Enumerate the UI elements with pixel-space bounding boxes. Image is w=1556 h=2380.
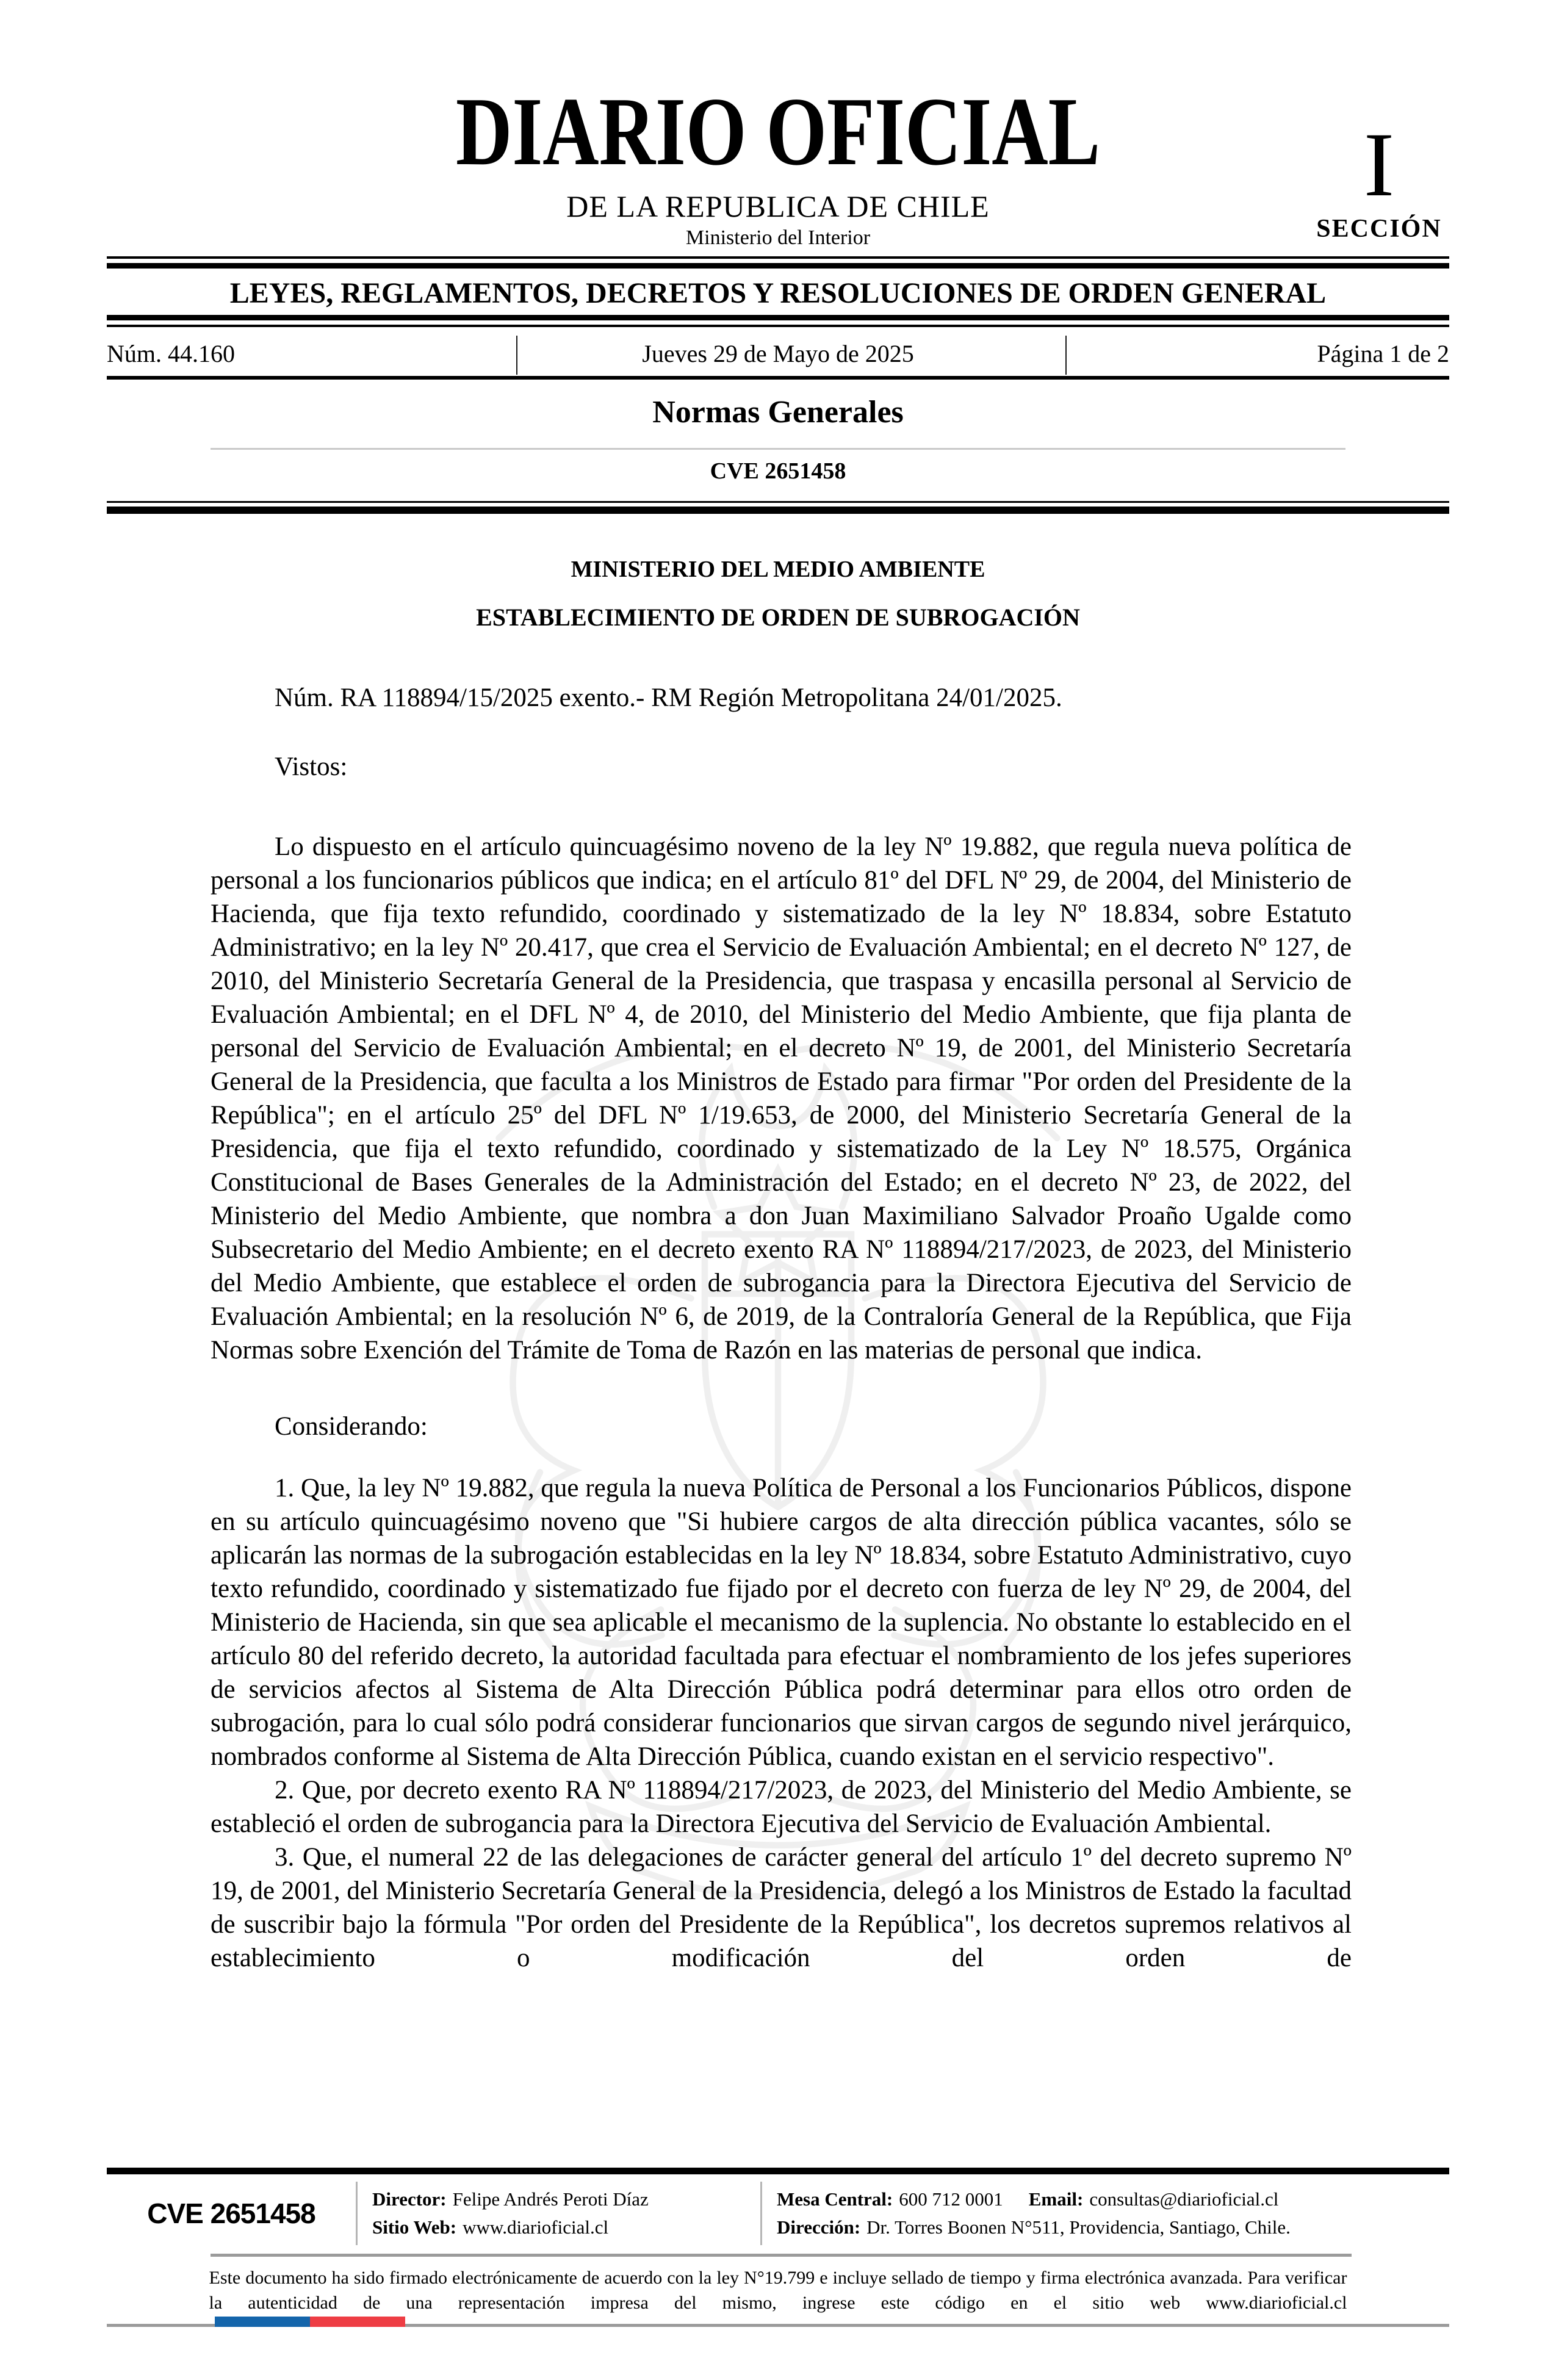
masthead-title: DIARIO OFICIAL (455, 77, 1101, 186)
director-value: Felipe Andrés Peroti Díaz (452, 2188, 649, 2210)
email-label: Email: (1028, 2188, 1084, 2210)
section-heading: Normas Generales (652, 395, 904, 430)
light-divider (211, 448, 1345, 450)
sitio-web-value: www.diarioficial.cl (463, 2216, 609, 2238)
doc-ministry: MINISTERIO DEL MEDIO AMBIENTE (571, 557, 985, 582)
banner-heading: LEYES, REGLAMENTOS, DECRETOS Y RESOLUCIONES DE ORDEN GENERAL (229, 277, 1327, 309)
issue-date: Jueves 29 de Mayo de 2025 (642, 340, 914, 367)
email-value: consultas@diarioficial.cl (1089, 2188, 1279, 2210)
doc-title: ESTABLECIMIENTO DE ORDEN DE SUBROGACIÓN (476, 604, 1080, 631)
chile-flag-mark (215, 2317, 405, 2327)
considerando-item-2: 2. Que, por decreto exento RA Nº 118894/217/2023, de 2023, del Ministerio del Medio Ambiente, se estableció el orden de subrogancia para la Directora Ejecutiva del Servicio de Evaluación Ambiental. (211, 1776, 1352, 1838)
masthead-subtitle: DE LA REPUBLICA DE CHILE (566, 189, 990, 223)
footer-gray-rule-upper (211, 2254, 1352, 2257)
page-indicator: Página 1 de 2 (1317, 340, 1449, 367)
flag-blue-block (215, 2317, 310, 2327)
director-line (372, 2185, 760, 2213)
footer-contact-column (762, 2185, 1291, 2241)
footer-info-box (107, 2182, 1449, 2245)
vistos-paragraph: Lo dispuesto en el artículo quincuagésimo noveno de la ley Nº 19.882, que regula nueva política de personal a los funcionarios públicos que indica; en el artículo 81º del DFL Nº 29, de 2004, del Ministerio de Hacienda, que fija texto refundido, coordinado y sistematizado de la ley Nº 18.834, sobre Estatuto Administrativo; en la ley Nº 20.417, que crea el Servicio de Evaluación Ambiental; en el decreto Nº 127, de 2010, del Ministerio Secretaría General de la Presidencia, que traspasa y encasilla personal al Servicio de Evaluación Ambiental; en el DFL Nº 4, de 2010, del Ministerio del Medio Ambiente, que fija planta de personal del Servicio de Evaluación Ambiental; en el decreto Nº 19, de 2001, del Ministerio Secretaría General de la Presidencia, que faculta a los Ministros de Estado para firmar "Por orden del Presidente de la República"; en el artículo 25º del DFL Nº 1/19.653, de 2000, del Ministerio Secretaría General de la Presidencia, que fija el texto refundido, coordinado y sistematizado de la Ley Nº 18.575, Orgánica Constitucional de Bases Generales de la Administración del Estado; en el decreto Nº 23, de 2022, del Ministerio del Medio Ambiente, que nombra a don Juan Maximiliano Salvador Proaño Ugalde como Subsecretario del Medio Ambiente; en el decreto exento RA Nº 118894/217/2023, de 2023, del Ministerio del Medio Ambiente, que establece el orden de subrogancia para la Directora Ejecutiva del Servicio de Evaluación Ambiental; en la resolución Nº 6, de 2019, de la Contraloría General de la República, que Fija Normas sobre Exención del Trámite de Toma de Razón en las materias de personal que indica. (211, 832, 1352, 1365)
mesa-central-label: Mesa Central: (777, 2188, 893, 2210)
direccion-label: Dirección: (777, 2216, 861, 2238)
considerando-label: Considerando: (275, 1412, 428, 1441)
considerando-item-1: 1. Que, la ley Nº 19.882, que regula la nueva Política de Personal a los Funcionarios Públicos, dispone en su artículo quincuagésimo noveno que "Si hubiere cargos de alta dirección pública vacantes, sólo se aplicarán las normas de la subrogación establecidas en la ley Nº 18.834, sobre Estatuto Administrativo, cuyo texto refundido, coordinado y sistematizado fue fijado por el decreto con fuerza de ley Nº 29, de 2004, del Ministerio de Hacienda, sin que sea aplicable el mecanismo de la suplencia. No obstante lo establecido en el artículo 80 del referido decreto, la autoridad facultada para efectuar el nombramiento de los jefes superiores de servicios afectos al Sistema de Alta Dirección Pública podrá determinar para ellos otro orden de subrogación, para lo cual sólo podrá considerar funcionarios que sirvan cargos de segundo nivel jerárquico, nombrados conforme al Sistema de Alta Dirección Pública, cuando existan en el servicio respectivo". (211, 1474, 1352, 1771)
rule-under-meta (107, 376, 1449, 380)
section-numeral: I (1364, 114, 1394, 215)
vistos-label: Vistos: (275, 752, 348, 781)
direccion-line (777, 2213, 1291, 2241)
disclaimer-text: Este documento ha sido firmado electrónicamente de acuerdo con la ley N°19.799 e incluye sellado de tiempo y firma electrónica avanzada. Para verificar la autenticidad de una representación impresa del mismo, ingrese este código en el sitio web www.diarioficial.cl (209, 2268, 1347, 2313)
footer-cve: CVE 2651458 (147, 2198, 315, 2229)
cve-number: CVE 2651458 (710, 458, 846, 484)
flag-red-block (310, 2317, 405, 2327)
director-label: Director: (372, 2188, 447, 2210)
doc-number-line: Núm. RA 118894/15/2025 exento.- RM Región Metropolitana 24/01/2025. (275, 683, 1062, 712)
meta-separator-right (1065, 336, 1067, 375)
double-rule-top (107, 256, 1449, 269)
meta-separator-left (516, 336, 517, 375)
section-label: SECCIÓN (1316, 215, 1442, 243)
section-block (1281, 114, 1477, 243)
page-footer (0, 2168, 1556, 2327)
masthead-ministry-line: Ministerio del Interior (685, 226, 871, 249)
footer-top-rule (107, 2168, 1449, 2174)
double-rule-under-cve (107, 501, 1449, 514)
sitio-web-line (372, 2213, 760, 2241)
direccion-value: Dr. Torres Boonen N°511, Providencia, Santiago, Chile. (866, 2216, 1291, 2238)
mesa-central-value: 600 712 0001 (899, 2188, 1003, 2210)
sitio-web-label: Sitio Web: (372, 2216, 457, 2238)
mesa-email-line (777, 2185, 1291, 2213)
double-rule-under-banner (107, 315, 1449, 327)
footer-director-column (358, 2185, 760, 2241)
issue-number: Núm. 44.160 (107, 340, 235, 367)
considerando-item-3: 3. Que, el numeral 22 de las delegaciones de carácter general del artículo 1º del decreto supremo Nº 19, de 2001, del Ministerio Secretaría General de la Presidencia, delegó a los Ministros de Estado la facultad de suscribir bajo la fórmula "Por orden del Presidente de la República", los decretos supremos relativos al establecimiento o modificación del orden de (211, 1843, 1352, 1972)
issue-meta-row (107, 341, 1449, 367)
